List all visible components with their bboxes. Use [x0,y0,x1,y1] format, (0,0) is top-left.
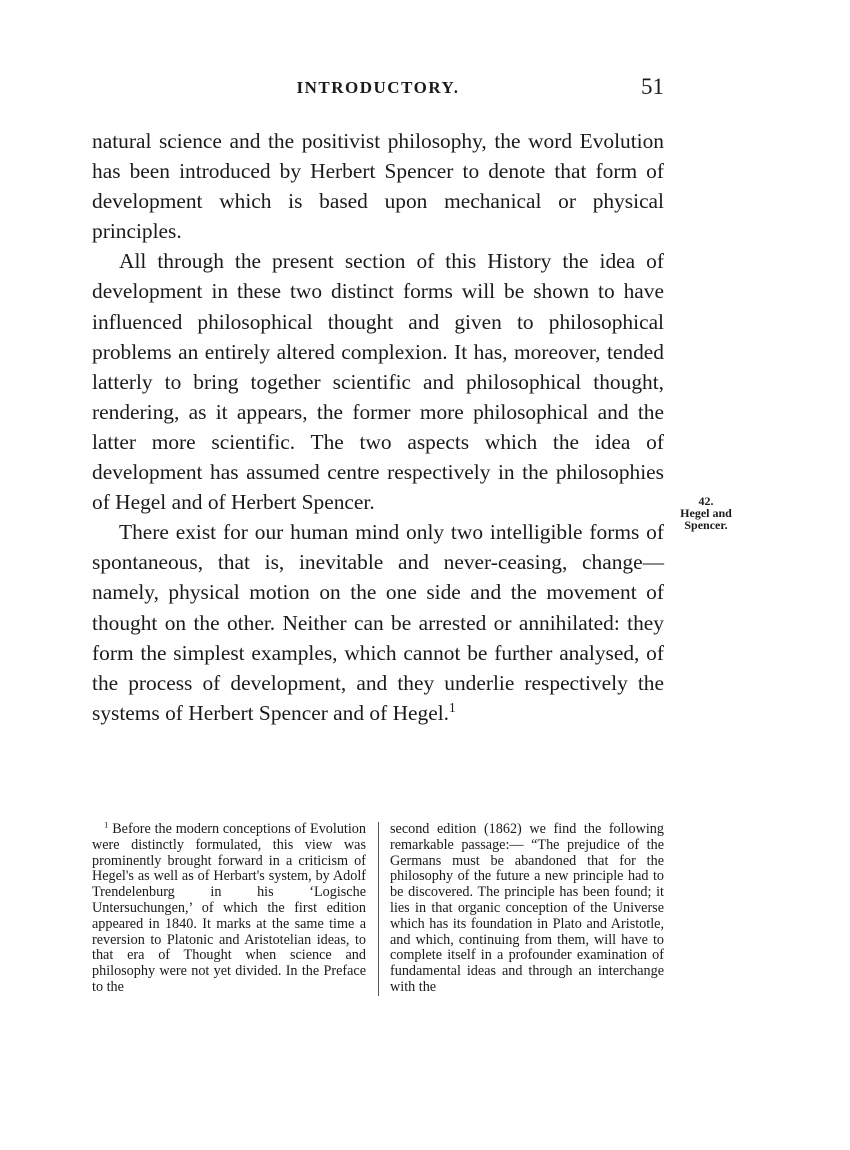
paragraph-3 [92,517,664,728]
footnote-text-left [92,819,366,996]
footnotes [92,819,664,996]
page-number: 51 [641,74,664,99]
paragraph-1: natural science and the positivist philosophy, the word Evolution has been introduced by Herbert Spencer to denote that form of development which is based upon mechanical or physical principles. [92,129,664,244]
footnote-text-right: second edition (1862) we find the following remarkable passage:— “The prejudice of the Germans must be abandoned that for the philosophy of the future a new principle had to be discovered. The principle has been found; it lies in that organic conception of the Universe which has its foundation in Plato and Aristotle, and which, continuing from them, will have to complete itself in a profounder examination of fundamental ideas and through an interchange with the [390,821,664,995]
paragraph-3-text: There exist for our human mind only two intelligible forms of spontaneous, that is, inevitable and never-ceasing, change—namely, physical motion on the one side and the movement of thought on the other. Neither can be arrested or annihilated: they form the simplest examples, which cannot be further analysed, of the process of development, and they underlie respectively the systems of Herbert Spencer and of Hegel. [92,520,664,725]
margin-note-line-1: Hegel and [680,506,732,520]
footnote-reference: 1 [449,699,456,715]
paragraph-2: All through the present section of this History the idea of development in these two distinct forms will be shown to have influenced philosophical thought and given to philosophical problems an entirely altered complexion. It has, moreover, tended latterly to bring together scientific and philosophical thought, rendering, as it appears, the former more philosophical and the latter more scientific. The two aspects which the idea of development has assumed centre respectively in the philosophies of Hegel and of Herbert Spencer. [92,249,664,515]
main-text [92,126,664,728]
column-divider [378,822,379,996]
footnote-column-left [92,819,366,996]
footnote-left-body: Before the modern conceptions of Evolution were distinctly formulated, this view was prominently brought forward in a criticism of Hegel's as well as of Herbart's system, by Adolf Trendelenburg in his ‘Logische Untersuchungen,’ of which the first edition appeared in 1840. It marks at the same time a reversion to Platonic and Aristotelian ideas, to that era of Thought when science and philosophy were not yet divided. In the Preface to the [92,821,366,995]
footnote-column-right [390,822,664,996]
margin-note-number: 42. [698,494,714,508]
margin-note [668,495,744,531]
margin-note-line-2: Spencer. [684,518,728,532]
running-head: INTRODUCTORY. [296,78,460,97]
footnote-marker: 1 [104,819,109,830]
page-header [92,74,664,102]
